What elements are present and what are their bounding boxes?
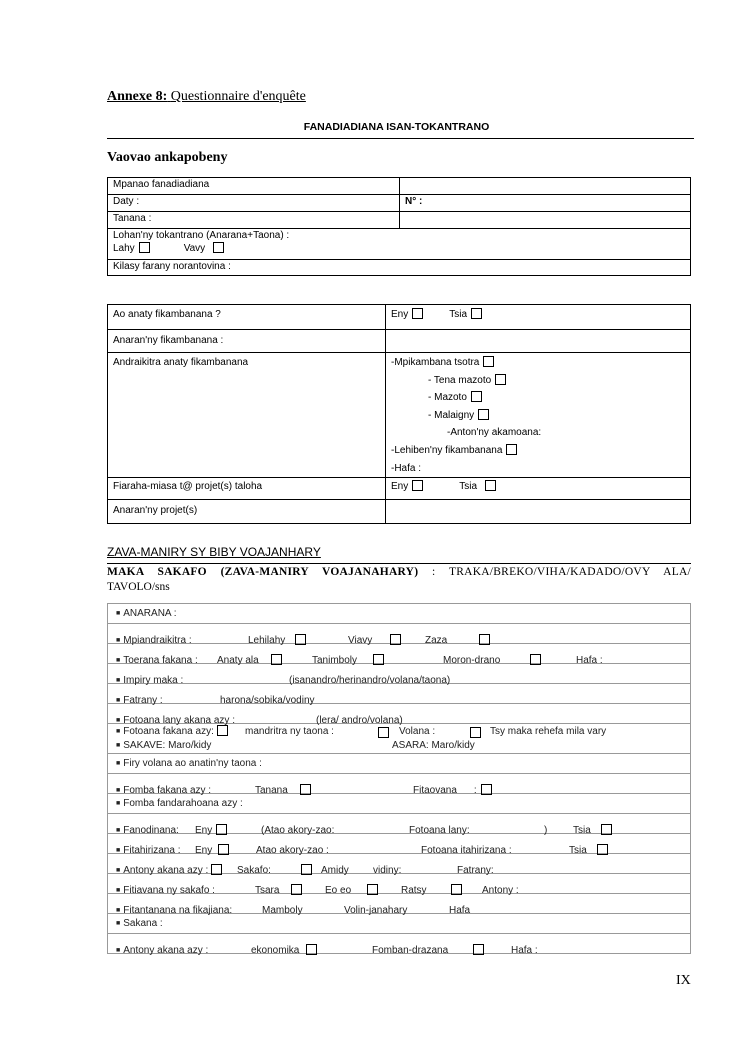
lahy-label: Lahy [113, 243, 135, 254]
tena-mazoto-checkbox[interactable] [495, 374, 506, 385]
maka-sakafo-rest: : TRAKA/BREKO/VIHA/KADADO/OVY ALA/ [432, 566, 691, 578]
mamboly-label: Mamboly [262, 904, 303, 916]
viavy-label: Viavy [348, 634, 373, 646]
mpiandraikitra-row: ■ Mpiandraikitra : Lehilahy Viavy Zaza [108, 624, 691, 644]
fotoana-lany-row: ■ Fotoana lany akana azy : (lera/ andro/volana) [108, 704, 691, 724]
tanana-checkbox[interactable] [300, 784, 311, 795]
moron-drano-checkbox[interactable] [530, 654, 541, 665]
lehilahy-checkbox[interactable] [295, 634, 306, 645]
fanodinana-eny-label: Eny [195, 824, 213, 836]
sakafo-checkbox[interactable] [301, 864, 312, 875]
fitaovana-colon: : [473, 784, 477, 796]
fiaraha-eny-checkbox[interactable] [412, 480, 423, 491]
fanodinana-eny-checkbox[interactable] [216, 824, 227, 835]
fanodinana-atao-label: (Atao akory-zao: [261, 824, 335, 836]
fomban-drazana-checkbox[interactable] [473, 944, 484, 955]
firy-volana-label: Firy volana ao anatin'ny taona : [123, 757, 262, 769]
andraikitra-options [386, 353, 691, 478]
sakana-hafa-label: Hafa : [511, 944, 538, 956]
mpikambana-label: -Mpikambana tsotra [391, 357, 480, 368]
no-cell: N° : [400, 195, 691, 212]
form-title: FANADIADIANA ISAN-TOKANTRANO [303, 121, 490, 133]
tanana-label: Tanana [255, 784, 288, 796]
fiaraha-cell: Fiaraha-miasa t@ projet(s) taloha [108, 478, 386, 500]
mandritra-checkbox[interactable] [378, 727, 389, 738]
fitahirizana-eny-label: Eny [195, 844, 213, 856]
anarana-label: ANARANA : [123, 607, 177, 619]
vavy-label: Vavy [183, 243, 206, 254]
fitiavana-row: ■ Fitiavana ny sakafo : Tsara Eo eo Ratsy Antony : [108, 874, 691, 894]
anarana-row: ■ ANARANA : [108, 604, 691, 624]
vidiny-label: vidiny: [373, 864, 402, 876]
ekonomika-checkbox[interactable] [306, 944, 317, 955]
sakana-row: ■ Sakana : [108, 914, 691, 934]
malaigny-checkbox[interactable] [478, 409, 489, 420]
fatrany-label: Fatrany : [123, 694, 163, 706]
fanodinana-label: Fanodinana: [123, 824, 179, 836]
fotoana-itahirizana-label: Fotoana itahirizana : [421, 844, 512, 856]
fatrany-options: harona/sobika/vodiny [220, 694, 315, 706]
ekonomika-label: ekonomika [251, 944, 300, 956]
antony-sakana-row: ■ Antony akana azy : ekonomika Fomban-drazana Hafa : [108, 934, 691, 954]
association-table [107, 304, 691, 524]
impiry-row: ■ Impiry maka : (isanandro/herinandro/volana/taona) [108, 664, 691, 684]
fanodinana-tsia-label: Tsia [573, 824, 591, 836]
fitahirizana-tsia-checkbox[interactable] [597, 844, 608, 855]
zaza-checkbox[interactable] [479, 634, 490, 645]
section3-heading: ZAVA-MANIRY SY BIBY VOAJANHARY [107, 545, 321, 559]
anaty-ala-label: Anaty ala [217, 654, 259, 666]
anarany-fik-cell: Anaran'ny fikambanana : [108, 330, 386, 353]
fitiavana-antony-label: Antony : [482, 884, 519, 896]
annex-title: Questionnaire d'enquête [170, 89, 306, 104]
tsara-checkbox[interactable] [291, 884, 302, 895]
tanana-value[interactable] [400, 212, 691, 229]
mpikambana-checkbox[interactable] [483, 356, 494, 367]
ratsy-checkbox[interactable] [451, 884, 462, 895]
tsia-label: Tsia [449, 309, 468, 320]
anarany-fik-value[interactable] [386, 330, 691, 353]
antony-akamoana-label: -Anton'ny akamoana: [447, 427, 542, 439]
fitahirizana-tsia-label: Tsia [569, 844, 587, 856]
ao-anaty-answer [386, 305, 691, 330]
andraikitra-cell: Andraikitra anaty fikambanana [108, 353, 386, 478]
antony-fatrany-label: Fatrany: [457, 864, 494, 876]
lohany-label: Lohan'ny tokantrano (Anarana+Taona) : [113, 230, 290, 241]
anaty-ala-checkbox[interactable] [271, 654, 282, 665]
lahy-checkbox[interactable] [139, 242, 150, 253]
maka-sakafo-bold: MAKA SAKAFO (ZAVA-MANIRY VOAJANAHARY) [107, 566, 419, 578]
amidy-label: Amidy [321, 864, 349, 876]
ratsy-label: Ratsy [401, 884, 427, 896]
firy-volana-row: ■ Firy volana ao anatin'ny taona : [108, 754, 691, 774]
toerana-row: ■ Toerana fakana : Anaty ala Tanimboly Moron-drano Hafa : [108, 644, 691, 664]
antony-sakana-label: Antony akana azy : [123, 944, 209, 956]
zaza-label: Zaza [425, 634, 448, 646]
fiaraha-answer [386, 478, 691, 500]
fotoana-lany-label: Fotoana lany akana azy : [123, 714, 235, 726]
fatrany-row: ■ Fatrany : harona/sobika/vodiny [108, 684, 691, 704]
volin-janahary-label: Volin-janahary [344, 904, 408, 916]
fitahirizana-atao-label: Atao akory-zao : [256, 844, 329, 856]
maka-sakafo-line2: TAVOLO/sns [107, 581, 170, 593]
eny-checkbox[interactable] [412, 308, 423, 319]
lehibeny-label: -Lehiben'ny fikambanana [391, 444, 503, 456]
maka-sakafo-text [107, 563, 691, 595]
fomba-fandarahoana-label: Fomba fandarahoana azy : [123, 797, 243, 809]
malaigny-label: - Malaigny [428, 409, 475, 421]
volana-checkbox[interactable] [470, 727, 481, 738]
sakafo-label: Sakafo: [237, 864, 271, 876]
viavy-checkbox[interactable] [390, 634, 401, 645]
lehibeny-checkbox[interactable] [506, 444, 517, 455]
anarany-projet-cell: Anaran'ny projet(s) [108, 500, 386, 524]
fomba-fakana-row: ■ Fomba fakana azy : Tanana Fitaovana : [108, 774, 691, 794]
plants-table [107, 603, 691, 954]
fiaraha-tsia-checkbox[interactable] [485, 480, 496, 491]
close-paren: ) [544, 824, 548, 836]
eo-eo-checkbox[interactable] [367, 884, 378, 895]
fitiavana-label: Fitiavana ny sakafo : [123, 884, 215, 896]
lehilahy-label: Lehilahy [248, 634, 286, 646]
toerana-label: Toerana fakana : [123, 654, 198, 666]
title-rule [107, 138, 694, 139]
impiry-label: Impiry maka : [123, 674, 184, 686]
kilasy-cell: Kilasy farany norantovina : [108, 260, 691, 276]
mandritra-label: mandritra ny taona : [245, 725, 334, 737]
fotoana-fakana-checkbox[interactable] [217, 725, 228, 736]
fotoana-fakana-row: ■ Fotoana fakana azy: mandritra ny taona : Volana : Tsy maka rehefa mila vary ■ SAKAVE: Maro/kidy ASARA: Maro/kidy [108, 724, 691, 754]
page-number: IX [676, 973, 691, 988]
mazoto-label: - Mazoto [428, 392, 467, 404]
fitaovana-checkbox[interactable] [481, 784, 492, 795]
fomban-drazana-label: Fomban-drazana [372, 944, 449, 956]
fanodinana-fotoana-label: Fotoana lany: [409, 824, 470, 836]
antony-akana-label: Antony akana azy : [123, 864, 209, 876]
fiaraha-tsia-label: Tsia [459, 481, 478, 493]
moron-drano-label: Moron-drano [443, 654, 501, 666]
fitantanana-hafa-label: Hafa [449, 904, 471, 916]
mpiandraikitra-label: Mpiandraikitra : [123, 634, 192, 646]
daty-cell: Daty : [108, 195, 400, 212]
fotoana-lany-options: (lera/ andro/volana) [316, 714, 403, 726]
tsy-maka-label: Tsy maka rehefa mila vary [490, 725, 607, 737]
fomba-fakana-label: Fomba fakana azy : [123, 784, 212, 796]
mazoto-checkbox[interactable] [471, 391, 482, 402]
tanimboly-label: Tanimboly [312, 654, 358, 666]
fitaovana-label: Fitaovana [413, 784, 457, 796]
fanodinana-row: ■ Fanodinana: Eny (Atao akory-zao: Fotoana lany: ) Tsia [108, 814, 691, 834]
volana-label: Volana : [399, 725, 436, 737]
fitantanana-row: ■ Fitantanana na fikajiana: Mamboly Volin-janahary Hafa [108, 894, 691, 914]
fitahirizana-eny-checkbox[interactable] [218, 844, 229, 855]
mpanao-value[interactable] [400, 178, 691, 195]
vavy-checkbox[interactable] [213, 242, 224, 253]
tsara-label: Tsara [255, 884, 280, 896]
asara-label: ASARA: Maro/kidy [392, 739, 475, 751]
fitantanana-label: Fitantanana na fikajiana: [123, 904, 233, 916]
eo-eo-label: Eo eo [325, 884, 352, 896]
annex-label: Annexe 8: [107, 89, 168, 104]
fotoana-fakana-label: Fotoana fakana azy: [123, 725, 214, 737]
tena-mazoto-label: - Tena mazoto [428, 374, 492, 386]
section1-heading: Vaovao ankapobeny [107, 150, 228, 165]
annex-heading [107, 89, 306, 105]
fiaraha-eny-label: Eny [391, 481, 409, 493]
tanana-cell: Tanana : [108, 212, 400, 229]
fanodinana-tsia-checkbox[interactable] [601, 824, 612, 835]
sakave-label: SAKAVE: Maro/kidy [123, 739, 212, 751]
antony-akana-row: ■ Antony akana azy : Sakafo: Amidy vidiny: Fatrany: [108, 854, 691, 874]
antony-akana-checkbox[interactable] [211, 864, 222, 875]
fitahirizana-label: Fitahirizana : [123, 844, 181, 856]
hafa-label: -Hafa : [391, 462, 422, 474]
fitahirizana-row: ■ Fitahirizana : Eny Atao akory-zao : Fotoana itahirizana : Tsia [108, 834, 691, 854]
toerana-hafa-label: Hafa : [576, 654, 603, 666]
tsia-checkbox[interactable] [471, 308, 482, 319]
general-info-table [107, 177, 691, 276]
anarany-projet-value[interactable] [386, 500, 691, 524]
mpanao-cell: Mpanao fanadiadiana [108, 178, 400, 195]
fomba-fandarahoana-row: ■ Fomba fandarahoana azy : [108, 794, 691, 814]
tanimboly-checkbox[interactable] [373, 654, 384, 665]
sakana-label: Sakana : [123, 917, 163, 929]
ao-anaty-cell: Ao anaty fikambanana ? [108, 305, 386, 330]
lohany-cell [108, 229, 691, 260]
eny-label: Eny [391, 309, 409, 320]
impiry-options: (isanandro/herinandro/volana/taona) [289, 674, 451, 686]
